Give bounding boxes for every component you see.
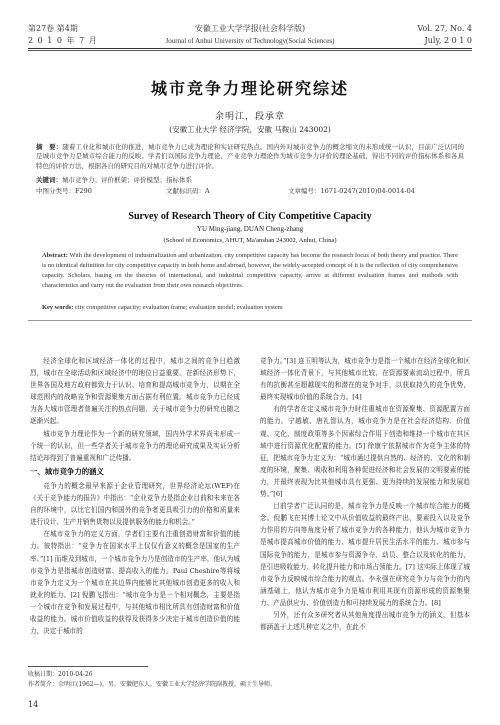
affiliation-en: (School of Economics, AHUT, Ma'anshan 243002, Anhui, China) xyxy=(163,237,337,244)
abstract-cn: 随着工业化和城市化的推进，城市竞争力已成为理论和实证研究热点。国内外对城市竞争力的概念缩文的未形成统一认识，目前广泛认同的是城市竞争力是城市综合能力的反映。学者们以国际竞争力理论、产业竞争力理论作为城市竞争力评价的理论基础，得出不同的评价指标体系和各具特色的评价方法，根据各自的研究目的对城市竞争力进行评价。 xyxy=(36,143,464,170)
body-paragraph: 目前学者广泛认同的是，城市竞争力是反映一个城市综合能力的概念。倪鹏飞在其博士论文中从价值收益的最终产出，要素投入以及竞争力作用的方向等角度分析了城市竞争力的各种能力，他认为城市竞争力是城市提高城市价值的能力、城市提升居民生活水平的能力、城市参与国际竞争的能力，是城市参与资源争夺、动员、整合以及转化的能力，是引进吸收能力、转化提升能力和市场占领能力。[7] 这实际上体现了城市竞争力反映城市综合能力的观点。李永强在研究竞争力与竞争力的内涵基础上，他认为城市竞争力是城市利用其现有资源形成的资源集聚力、产品供应力、价值创造力和可持续发展力的系统合力。[8] xyxy=(260,502,470,607)
abstract-separator xyxy=(28,320,472,321)
keywords-en: city competitive capacity; evaluation frame; evaluation model; evaluation system xyxy=(75,304,283,311)
abstract-en: With the development of industrialization and urbanization, city competitive capacity has become the research focus of both theory and practice. There is no identical definition for city competitive capacity in both home and abroad, however, the widely-accepted concept of it is the reflection of city comprehensive capacity. Scholars, basing on the theories of international, and industrial competitive capacity, arrive at different evaluation frames and methods with characteristics and carry out the evaluation from their own research objectives. xyxy=(42,252,458,289)
issue-date-cn: 2 0 1 0 年 7 月 xyxy=(28,36,98,45)
document-code: 文献标识码：A xyxy=(166,187,210,195)
journal-name-en: Journal of Anhui University of Technology(Social Sciences) xyxy=(165,37,335,45)
authors-cn: 余明江，段承章 xyxy=(214,112,285,122)
article-number: 文章编号：1671-0247(2010)04-0014-04 xyxy=(288,187,415,195)
body-paragraph: 竞争力。”[3] 连玉明等认为，城市竞争力是指一个城市在经济全球化和区域经济一体化背景下，与其他城市比较，在资源要素流动过程中，所具有的抗衡甚至超越现实的和潜在的竞争对手，以获取持久的竞争优势，最终实现城市价值的系统合力。[4] xyxy=(260,357,470,402)
body-paragraph: 城市竞争力理论作为一个新的研究领域，国内外学术界尚未形成一个统一的认识，但一些学者关于城市竞争力的理论研究成果及实证分析结论却得到了普遍重视和广泛传播。 xyxy=(30,429,240,462)
article-title-en: Survey of Research Theory of City Competitive Capacity xyxy=(128,211,372,222)
body-column-left xyxy=(30,355,240,637)
abstract-en-block xyxy=(42,251,458,291)
abstract-cn-block xyxy=(36,143,464,171)
abstract-en-label: Abstract: xyxy=(42,252,68,259)
page-number: 14 xyxy=(28,700,39,709)
keywords-en-label: Key words: xyxy=(42,304,74,311)
journal-name-cn: 安徽工业大学学报(社会科学版) xyxy=(194,24,306,33)
keywords-en-block xyxy=(42,303,458,313)
article-title-cn: 城市竞争力理论研究综述 xyxy=(150,79,349,98)
volume-issue-en: Vol. 27, No. 4 xyxy=(417,24,472,33)
author-bio: 作者简介：余明江(1962—)，男，安徽肥东人，安徽工业大学经济学院副教授，硕士生导师。 xyxy=(28,681,276,688)
body-paragraph: 有的学者在定义城市竞争力时往重城市在资源聚集、资源配置方面的能力。宁越敏、唐礼智认为，城市竞争力是在社会经济结构、价值观、文化、制度政策等多个因素综合作用下创造和维持一个城市在其区域中进行资源优化配置的能力。[5] 徐康宁依据城市作为竞争主体的特征，把城市竞争力定义为：“城市通过提供自然的、经济的、文化的和制度的环境，聚集、吸收和利用各种促进经济和社会发展的文明要素的能力，并最终表现为比其他城市具有更强、更为持续的发展能力和发展趋势。”[6] xyxy=(260,405,470,499)
footnote-separator xyxy=(28,666,148,667)
keywords-cn: 城市竞争力；评价框架；评价模型；指标体系 xyxy=(62,176,192,184)
header-rule-thin xyxy=(28,50,472,51)
body-paragraph: 经济全球化和区域经济一体化的过程中，城市之间的竞争日趋激烈，城市在全球活动和区域经济中的地位日益重要。在新经济形势下，世界各国及地方政府都致力于认识、培育和提高城市竞争力，以期在全球范围内的战略竞争和资源聚集方面占据有利位置。城市竞争力已经成为各大城市管理者普遍关注的热点问题，关于城市竞争力的研究也随之逐渐兴起。 xyxy=(30,357,240,426)
abstract-label: 摘 要： xyxy=(36,143,63,151)
body-paragraph: 在城市竞争力的定义方面，学者们主要有注重创造财富和价值的能力。彼特指出：“竞争力在国家水平上仅仅有意义的概念是国家的生产率。”[1] 而维及到城市，一个城市竞争力乃是创造市的生产率，他认为城市竞争力是指城市创造财富、提高收入的能力。Paul Cheshire等将城市竞争力定义为一个城市在其边界内能够比其他城市创造更多的收入和就业的能力。[2] 倪鹏飞指出：“城市竞争力是一个相对概念，主要是指一个城市在竞争和发展过程中，与其他城市相比所具有创造财富和价值收益的能力。城市价值收益的获得及获得多少决定于城市创造价值的能力，决定于城市的 xyxy=(30,530,240,636)
body-column-right xyxy=(260,355,470,633)
body-paragraph: 竞争力的概念最早来源于企业管理研究，世界经济论坛(WEF)在《关于竞争能力的报告》中指出：“企业竞争力是指企业目前和未来在各自的环境中，以比它们国内和国外的竞争者更具吸引力的价格和质量来进行设计、生产并销售货物以及提供服务的能力和机会。” xyxy=(30,481,240,527)
body-paragraph: 另外，还有众多研究者从其他角度提出城市竞争力的涵义，但基本都涵盖于上述几种定义之中，在此不 xyxy=(260,610,470,632)
keywords-label: 关键词： xyxy=(36,176,62,184)
clc-number: 中图分类号：F290 xyxy=(36,187,92,195)
section-heading: 一、城市竞争力的涵义 xyxy=(30,466,104,476)
authors-en: YU Ming-jiang, DUAN Cheng-zhang xyxy=(196,225,304,233)
issue-date-en: July, 2 0 1 0 xyxy=(424,36,472,45)
volume-issue-cn: 第27卷 第4期 xyxy=(28,24,78,33)
header-rule xyxy=(28,48,472,49)
received-date: 收稿日期：2010-04-26 xyxy=(28,671,93,678)
affiliation-cn: (安徽工业大学 经济学院，安徽 马鞍山 243002) xyxy=(169,125,331,134)
keywords-cn-block xyxy=(36,176,464,185)
